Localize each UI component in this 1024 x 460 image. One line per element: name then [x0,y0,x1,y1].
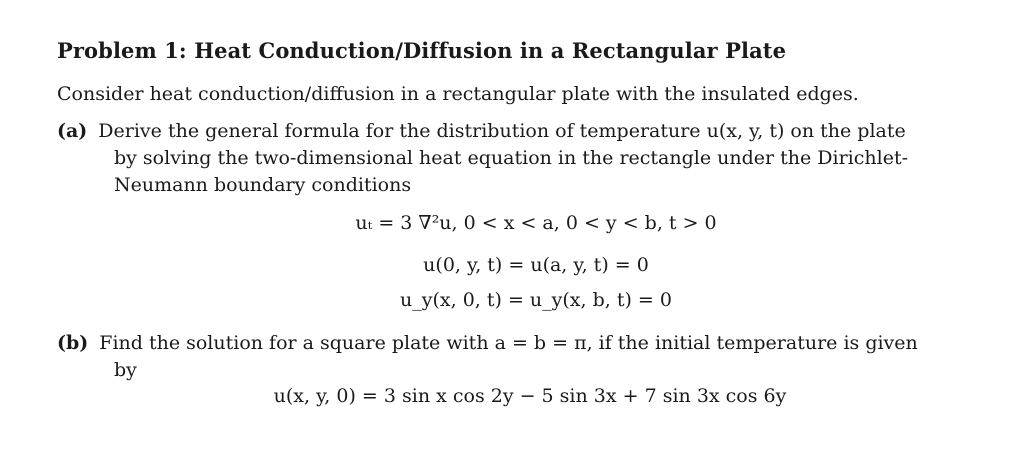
part-b-line-1 [57,332,918,354]
part-a-line-3: Neumann boundary conditions [114,174,412,196]
initial-condition-equation: u(x, y, 0) = 3 sin x cos 2y − 5 sin 3x + 7 sin 3x cos 6y [273,385,787,407]
dirichlet-boundary-condition: u(0, y, t) = u(a, y, t) = 0 [423,254,649,276]
part-a-line-2: by solving the two-dimensional heat equation in the rectangle under the Dirichlet- [114,147,909,169]
part-a-line-1 [57,120,906,142]
part-b-text-1: Find the solution for a square plate with a = b = π, if the initial temperature is given [99,332,918,354]
part-a-label: (a) [57,120,88,142]
part-a-text-1: Derive the general formula for the distribution of temperature u(x, y, t) on the plate [98,120,906,142]
intro-text: Consider heat conduction/diffusion in a rectangular plate with the insulated edges. [57,83,859,105]
part-b-line-2: by [114,359,137,381]
part-b-label: (b) [57,332,89,354]
problem-title: Problem 1: Heat Conduction/Diffusion in a Rectangular Plate [57,38,787,63]
heat-equation: uₜ = 3 ∇²u, 0 < x < a, 0 < y < b, t > 0 [355,212,717,234]
neumann-boundary-condition: u_y(x, 0, t) = u_y(x, b, t) = 0 [400,289,672,311]
